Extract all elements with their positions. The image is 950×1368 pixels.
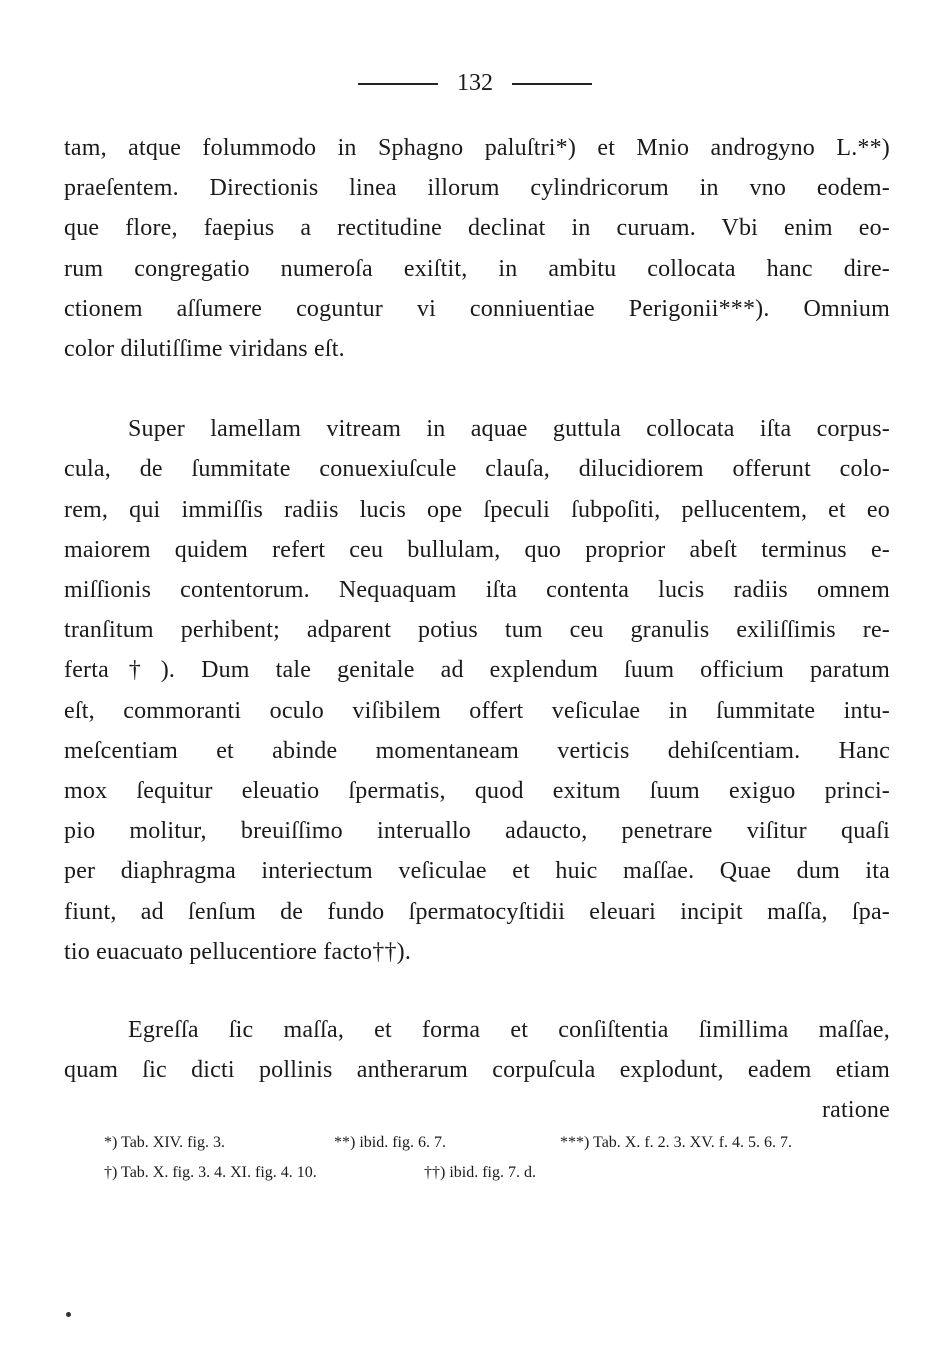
- text-line: ferta†). Dum tale genitale ad explendum ſuum officium paratum: [64, 657, 890, 684]
- text-line: tam, atque folummodo in Sphagno paluſtri*) et Mnio androgyno L.**): [64, 135, 890, 161]
- paragraph-1: [64, 128, 890, 369]
- body-text: [64, 128, 890, 1131]
- footnote: **) ibid. fig. 6. 7.: [334, 1134, 446, 1151]
- footnote-row: [104, 1128, 894, 1158]
- text-line: meſcentiam et abinde momentaneam verticis dehiſcentiam. Hanc: [64, 737, 890, 764]
- text-line: mox ſequitur eleuatio ſpermatis, quod exitum ſuum exiguo princi-: [64, 778, 890, 805]
- text-line: miſſionis contentorum. Nequaquam iſta contenta lucis radiis omnem: [64, 577, 890, 604]
- footnote-row: [104, 1158, 894, 1188]
- text-line: rem, qui immiſſis radiis lucis ope ſpeculi ſubpoſiti, pellucentem, et eo: [64, 496, 890, 523]
- footnotes: [104, 1128, 894, 1188]
- text-line: Super lamellam vitream in aquae guttula collocata iſta corpus-: [128, 416, 890, 443]
- footnote: ††) ibid. fig. 7. d.: [424, 1164, 536, 1181]
- text-line: praeſentem. Directionis linea illorum cylindricorum in vno eodem-: [64, 175, 890, 202]
- header-rule-left: [358, 83, 438, 85]
- paragraph-3: [64, 1010, 890, 1131]
- text-line: fiunt, ad ſenſum de fundo ſpermatocyſtidii eleuari incipit maſſa, ſpa-: [64, 898, 890, 925]
- text-line: maiorem quidem refert ceu bullulam, quo proprior abeſt terminus e-: [64, 536, 890, 563]
- text-line: rum congregatio numeroſa exiſtit, in ambitu collocata hanc dire-: [64, 255, 890, 282]
- text-line: tranſitum perhibent; adparent potius tum ceu granulis exiliſſimis re-: [64, 617, 890, 644]
- ink-speck: [66, 1312, 71, 1317]
- text-line: tio euacuato pellucentiore facto††).: [64, 938, 412, 965]
- text-line: eſt, commoranti oculo viſibilem offert veſiculae in ſummitate intu-: [64, 697, 890, 724]
- text-line: Egreſſa ſic maſſa, et forma et conſiſtentia ſimillima maſſae,: [128, 1017, 890, 1044]
- text-line: color dilutiſſime viridans eſt.: [64, 336, 345, 363]
- page-number: 132: [457, 70, 493, 96]
- text-line: pio molitur, breuiſſimo interuallo adaucto, penetrare viſitur quaſi: [64, 818, 890, 845]
- footnote: †) Tab. X. fig. 3. 4. XI. fig. 4. 10.: [104, 1164, 317, 1181]
- catchword: ratione: [821, 1097, 890, 1124]
- text-line: ctionem aſſumere coguntur vi conniuentiae Perigonii***). Omnium: [64, 295, 890, 322]
- text-line: cula, de ſummitate conuexiuſcule clauſa, dilucidiorem offerunt colo-: [64, 456, 890, 483]
- text-line: que flore, faepius a rectitudine declinat in curuam. Vbi enim eo-: [64, 215, 890, 242]
- page-header: [0, 70, 950, 100]
- paragraph-2: [64, 409, 890, 972]
- header-rule-right: [512, 83, 592, 85]
- text-line: per diaphragma interiectum veſiculae et huic maſſae. Quae dum ita: [64, 858, 890, 885]
- footnote: *) Tab. XIV. fig. 3.: [104, 1134, 225, 1151]
- text-line: quam ſic dicti pollinis antherarum corpuſcula explodunt, eadem etiam: [64, 1057, 890, 1084]
- footnote: ***) Tab. X. f. 2. 3. XV. f. 4. 5. 6. 7.: [560, 1134, 793, 1151]
